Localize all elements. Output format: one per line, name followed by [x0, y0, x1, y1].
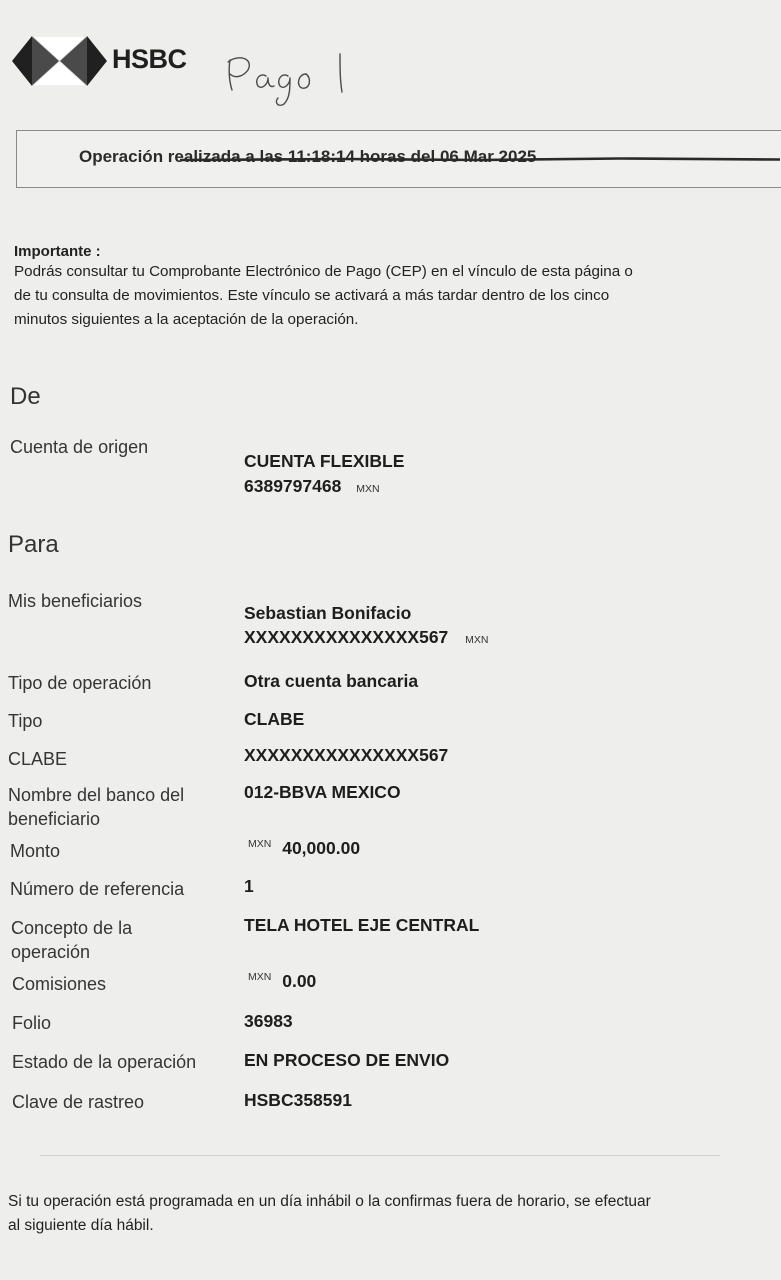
notice-line-1: Podrás consultar tu Comprobante Electrónico de Pago (CEP) en el vínculo de esta página o: [14, 263, 633, 280]
hsbc-hexagon-logo: [12, 36, 107, 86]
bank-name-label-line-1: Nombre del banco del: [8, 785, 185, 805]
concept-label-line-2: operación: [11, 942, 91, 962]
origin-account-number: 6389797468: [244, 476, 342, 496]
folio-label: Folio: [12, 1013, 52, 1033]
footer-line-1: Si tu operación está programada en un día inhábil o la confirmas fuera de horario, se efectuar: [8, 1193, 651, 1210]
notice-line-3: minutos siguientes a la aceptación de la operación.: [14, 311, 359, 328]
concept-label: [11, 916, 132, 964]
operation-type-label: Tipo de operación: [8, 673, 152, 693]
beneficiary-name: Sebastian Bonifacio: [244, 603, 412, 623]
reference-number-label: Número de referencia: [10, 879, 185, 899]
notice-line-2: de tu consulta de movimientos. Este vínculo se activará a más tardar dentro de los cinco: [14, 287, 610, 304]
operation-type-value: Otra cuenta bancaria: [244, 671, 419, 691]
fees-label: Comisiones: [12, 974, 107, 994]
origin-account-label: Cuenta de origen: [10, 437, 149, 457]
operation-status-value: EN PROCESO DE ENVIO: [244, 1050, 450, 1070]
from-heading: De: [10, 383, 41, 410]
fees-currency: MXN: [248, 971, 272, 983]
amount-value: 40,000.00: [282, 838, 361, 858]
folio-value: 36983: [244, 1011, 293, 1031]
type-value: CLABE: [244, 709, 305, 729]
fees-row: [248, 971, 316, 992]
beneficiary-currency: MXN: [465, 634, 489, 646]
amount-currency: MXN: [248, 838, 272, 850]
beneficiary-account: XXXXXXXXXXXXXXX567: [244, 627, 449, 647]
notice-title: Importante :: [14, 243, 101, 260]
bank-name-value: 012-BBVA MEXICO: [244, 782, 401, 802]
amount-label: Monto: [10, 841, 61, 861]
tracking-key-label: Clave de rastreo: [12, 1092, 145, 1112]
handwritten-note: [222, 46, 362, 112]
operation-timestamp: Operación realizada a las 11:18:14 horas del 06 Mar 2025: [79, 147, 537, 166]
to-heading: Para: [8, 531, 59, 558]
footer-divider: [40, 1155, 720, 1156]
tracking-key-value: HSBC358591: [244, 1090, 352, 1110]
operation-status-label: Estado de la operación: [12, 1052, 197, 1072]
concept-label-line-1: Concepto de la: [11, 918, 133, 938]
brand-name: HSBC: [112, 44, 187, 74]
amount-row: [248, 838, 360, 859]
beneficiaries-label: Mis beneficiarios: [8, 591, 143, 611]
clabe-label: CLABE: [8, 749, 68, 769]
bank-name-label-line-2: beneficiario: [8, 809, 101, 829]
fees-value: 0.00: [282, 971, 317, 991]
origin-account-currency: MXN: [356, 483, 380, 495]
type-label: Tipo: [8, 711, 43, 731]
origin-account-number-row: [244, 476, 380, 497]
reference-number-value: 1: [244, 876, 254, 896]
notice-body: [14, 260, 781, 332]
beneficiary-account-row: [244, 627, 489, 648]
handwritten-strike-line: [180, 156, 780, 162]
clabe-value: XXXXXXXXXXXXXXX567: [244, 745, 449, 765]
footer-note: [8, 1190, 781, 1238]
footer-line-2: al siguiente día hábil.: [8, 1217, 154, 1234]
bank-name-label: [8, 783, 184, 831]
concept-value: TELA HOTEL EJE CENTRAL: [244, 915, 480, 935]
origin-account-name: CUENTA FLEXIBLE: [244, 451, 405, 471]
